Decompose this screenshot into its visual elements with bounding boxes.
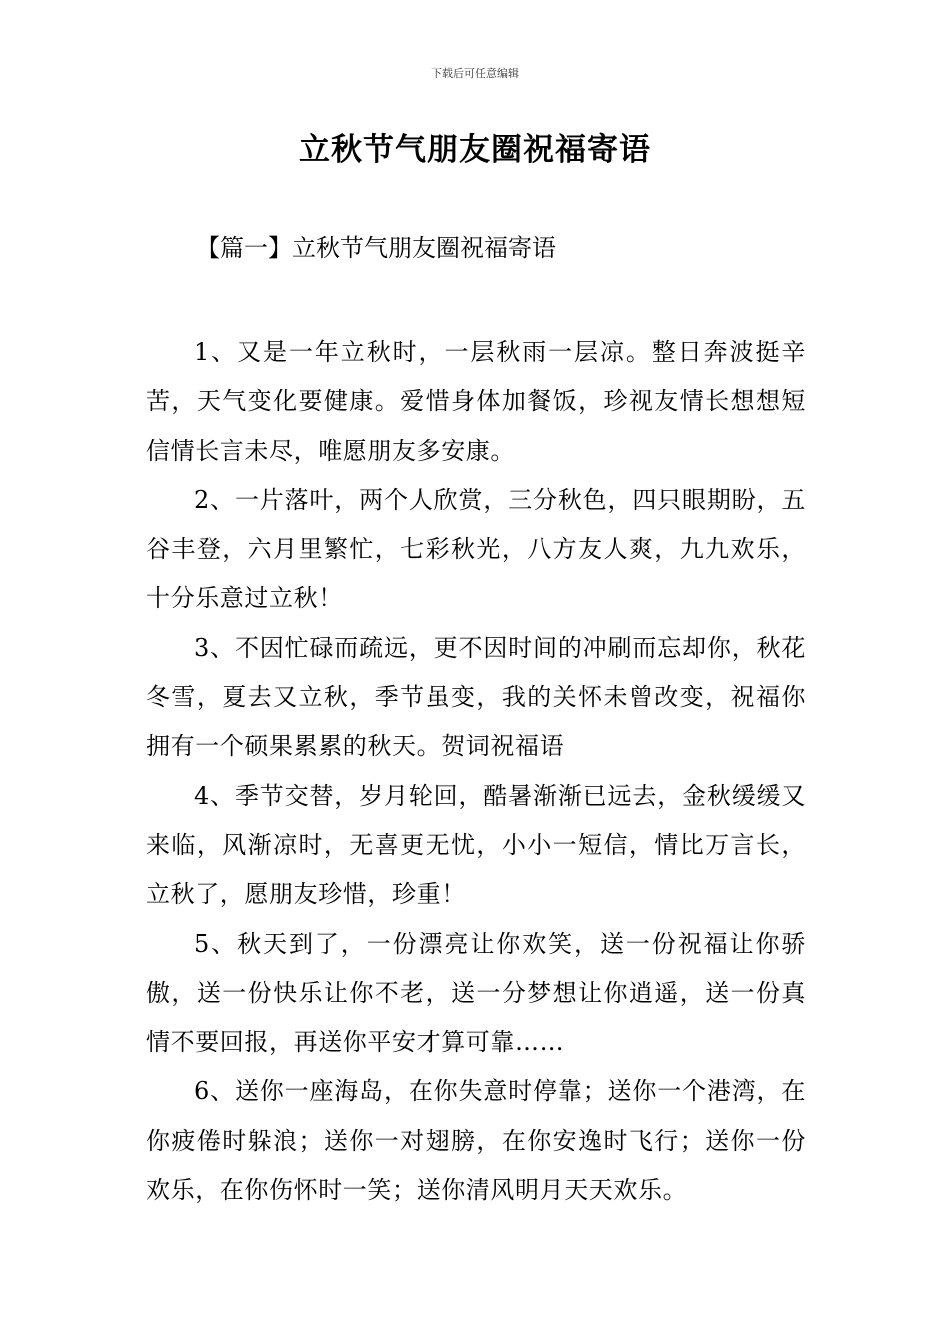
section-heading: 【篇一】立秋节气朋友圈祝福寄语 (196, 234, 556, 262)
header-note: 下载后可任意编辑 (431, 67, 519, 80)
document-body (146, 328, 806, 1215)
paragraph-6: 6、送你一座海岛，在你失意时停靠；送你一个港湾，在你疲倦时躲浪；送你一对翅膀，在你安逸时飞行；送你一份欢乐，在你伤怀时一笑；送你清风明月天天欢乐。 (146, 1077, 806, 1205)
paragraph-5: 5、秋天到了，一份漂亮让你欢笑，送一份祝福让你骄傲，送一份快乐让你不老，送一分梦想让你逍遥，送一份真情不要回报，再送你平安才算可靠…… (146, 929, 806, 1057)
document-title: 立秋节气朋友圈祝福寄语 (299, 132, 651, 168)
paragraph-2: 2、一片落叶，两个人欣赏，三分秋色，四只眼期盼，五谷丰登，六月里繁忙，七彩秋光，八方友人爽，九九欢乐，十分乐意过立秋！ (146, 485, 806, 613)
paragraph-4: 4、季节交替，岁月轮回，酷暑渐渐已远去，金秋缓缓又来临，风渐凉时，无喜更无忧，小小一短信，情比万言长，立秋了，愿朋友珍惜，珍重！ (146, 781, 806, 909)
paragraph-1: 1、又是一年立秋时，一层秋雨一层凉。整日奔波挺辛苦，天气变化要健康。爱惜身体加餐饭，珍视友情长想想短信情长言未尽，唯愿朋友多安康。 (146, 338, 806, 465)
paragraph-3: 3、不因忙碌而疏远，更不因时间的冲刷而忘却你，秋花冬雪，夏去又立秋，季节虽变，我的关怀未曾改变，祝福你拥有一个硕果累累的秋天。贺词祝福语 (146, 633, 806, 761)
